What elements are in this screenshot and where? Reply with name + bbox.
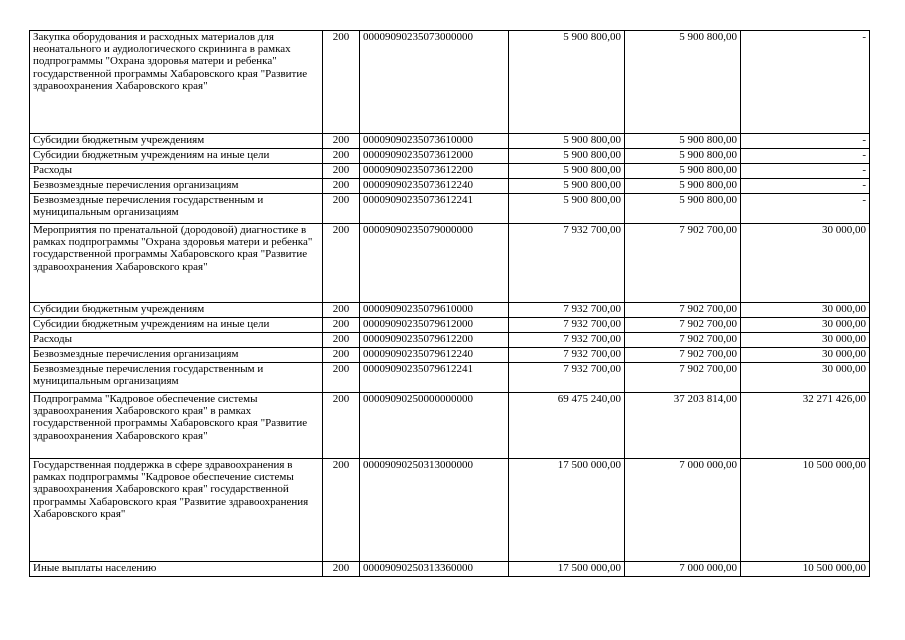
table-row — [30, 164, 870, 179]
table-row — [30, 149, 870, 164]
row-code: 200 — [323, 31, 360, 134]
row-name: Мероприятия по пренатальной (дородовой) диагностике в рамках подпрограммы "Охрана здоровья матери и ребенка" государственной программы Хабаровского края "Развитие здравоохранения Хабаровского края" — [30, 224, 323, 303]
row-value-2: 7 000 000,00 — [625, 459, 741, 562]
row-name: Субсидии бюджетным учреждениям на иные цели — [30, 318, 323, 333]
row-name: Закупка оборудования и расходных материалов для неонатального и аудиологического скрининга в рамках подпрограммы "Охрана здоровья матери и ребенка" государственной программы Хабаровского края "Развитие здравоохранения Хабаровского края" — [30, 31, 323, 134]
row-csr-code: 00009090235079612241 — [360, 363, 509, 393]
row-value-2: 5 900 800,00 — [625, 179, 741, 194]
row-code: 200 — [323, 194, 360, 224]
row-csr-code: 00009090235073612240 — [360, 179, 509, 194]
row-value-3: - — [741, 179, 870, 194]
row-value-1: 17 500 000,00 — [509, 459, 625, 562]
row-value-1: 7 932 700,00 — [509, 363, 625, 393]
row-value-1: 7 932 700,00 — [509, 224, 625, 303]
row-csr-code: 00009090235073610000 — [360, 134, 509, 149]
row-value-2: 7 902 700,00 — [625, 363, 741, 393]
row-value-3: 30 000,00 — [741, 318, 870, 333]
row-value-2: 7 902 700,00 — [625, 348, 741, 363]
row-value-2: 5 900 800,00 — [625, 194, 741, 224]
row-value-3: - — [741, 134, 870, 149]
row-value-3: 10 500 000,00 — [741, 459, 870, 562]
row-value-1: 17 500 000,00 — [509, 562, 625, 577]
row-code: 200 — [323, 333, 360, 348]
row-value-1: 5 900 800,00 — [509, 164, 625, 179]
row-name: Безвозмездные перечисления организациям — [30, 348, 323, 363]
row-value-3: - — [741, 164, 870, 179]
row-csr-code: 00009090235079612240 — [360, 348, 509, 363]
row-code: 200 — [323, 224, 360, 303]
table-row — [30, 194, 870, 224]
table-row — [30, 333, 870, 348]
row-csr-code: 00009090235079612000 — [360, 318, 509, 333]
row-csr-code: 00009090250313000000 — [360, 459, 509, 562]
row-value-1: 7 932 700,00 — [509, 333, 625, 348]
row-csr-code: 00009090235079000000 — [360, 224, 509, 303]
table-row — [30, 393, 870, 459]
row-csr-code: 00009090250000000000 — [360, 393, 509, 459]
table-row — [30, 363, 870, 393]
table-row — [30, 31, 870, 134]
row-code: 200 — [323, 179, 360, 194]
row-csr-code: 00009090235079610000 — [360, 303, 509, 318]
row-code: 200 — [323, 149, 360, 164]
budget-table — [29, 30, 870, 577]
row-value-3: - — [741, 149, 870, 164]
table-row — [30, 224, 870, 303]
row-value-1: 5 900 800,00 — [509, 149, 625, 164]
row-value-3: 32 271 426,00 — [741, 393, 870, 459]
row-code: 200 — [323, 363, 360, 393]
row-name: Субсидии бюджетным учреждениям — [30, 134, 323, 149]
row-csr-code: 00009090235073612000 — [360, 149, 509, 164]
row-name: Подпрограмма "Кадровое обеспечение системы здравоохранения Хабаровского края" в рамках государственной программы Хабаровского края "Развитие здравоохранения Хабаровского края" — [30, 393, 323, 459]
row-name: Расходы — [30, 333, 323, 348]
row-value-2: 5 900 800,00 — [625, 164, 741, 179]
row-code: 200 — [323, 134, 360, 149]
row-name: Безвозмездные перечисления организациям — [30, 179, 323, 194]
row-csr-code: 00009090235073000000 — [360, 31, 509, 134]
row-name: Расходы — [30, 164, 323, 179]
table-row — [30, 562, 870, 577]
row-code: 200 — [323, 393, 360, 459]
table-row — [30, 303, 870, 318]
row-value-3: 30 000,00 — [741, 333, 870, 348]
row-csr-code: 00009090235073612241 — [360, 194, 509, 224]
row-value-3: - — [741, 194, 870, 224]
row-code: 200 — [323, 562, 360, 577]
row-value-1: 69 475 240,00 — [509, 393, 625, 459]
row-name: Субсидии бюджетным учреждениям на иные цели — [30, 149, 323, 164]
row-code: 200 — [323, 459, 360, 562]
row-value-2: 7 902 700,00 — [625, 224, 741, 303]
row-value-3: - — [741, 31, 870, 134]
row-code: 200 — [323, 348, 360, 363]
row-value-3: 30 000,00 — [741, 303, 870, 318]
row-csr-code: 00009090235073612200 — [360, 164, 509, 179]
row-value-1: 7 932 700,00 — [509, 303, 625, 318]
row-value-2: 5 900 800,00 — [625, 134, 741, 149]
row-code: 200 — [323, 303, 360, 318]
row-value-2: 7 902 700,00 — [625, 303, 741, 318]
row-value-2: 7 000 000,00 — [625, 562, 741, 577]
row-value-2: 37 203 814,00 — [625, 393, 741, 459]
row-value-2: 7 902 700,00 — [625, 333, 741, 348]
row-value-1: 5 900 800,00 — [509, 31, 625, 134]
row-code: 200 — [323, 164, 360, 179]
row-value-1: 7 932 700,00 — [509, 348, 625, 363]
row-name: Государственная поддержка в сфере здравоохранения в рамках подпрограммы "Кадровое обеспечение системы здравоохранения Хабаровского края" государственной программы Хабаровского края "Развитие здравоохранения Хабаровского края" — [30, 459, 323, 562]
row-value-2: 5 900 800,00 — [625, 149, 741, 164]
row-csr-code: 00009090250313360000 — [360, 562, 509, 577]
row-value-3: 30 000,00 — [741, 224, 870, 303]
row-name: Безвозмездные перечисления государственным и муниципальным организациям — [30, 194, 323, 224]
row-code: 200 — [323, 318, 360, 333]
row-value-2: 5 900 800,00 — [625, 31, 741, 134]
table-row — [30, 134, 870, 149]
row-value-3: 10 500 000,00 — [741, 562, 870, 577]
table-row — [30, 348, 870, 363]
table-row — [30, 318, 870, 333]
row-value-3: 30 000,00 — [741, 363, 870, 393]
budget-table-body — [30, 31, 870, 577]
row-name: Иные выплаты населению — [30, 562, 323, 577]
row-value-1: 7 932 700,00 — [509, 318, 625, 333]
row-name: Субсидии бюджетным учреждениям — [30, 303, 323, 318]
table-row — [30, 179, 870, 194]
row-value-2: 7 902 700,00 — [625, 318, 741, 333]
table-row — [30, 459, 870, 562]
row-value-1: 5 900 800,00 — [509, 179, 625, 194]
row-value-1: 5 900 800,00 — [509, 194, 625, 224]
row-csr-code: 00009090235079612200 — [360, 333, 509, 348]
row-name: Безвозмездные перечисления государственным и муниципальным организациям — [30, 363, 323, 393]
row-value-3: 30 000,00 — [741, 348, 870, 363]
row-value-1: 5 900 800,00 — [509, 134, 625, 149]
